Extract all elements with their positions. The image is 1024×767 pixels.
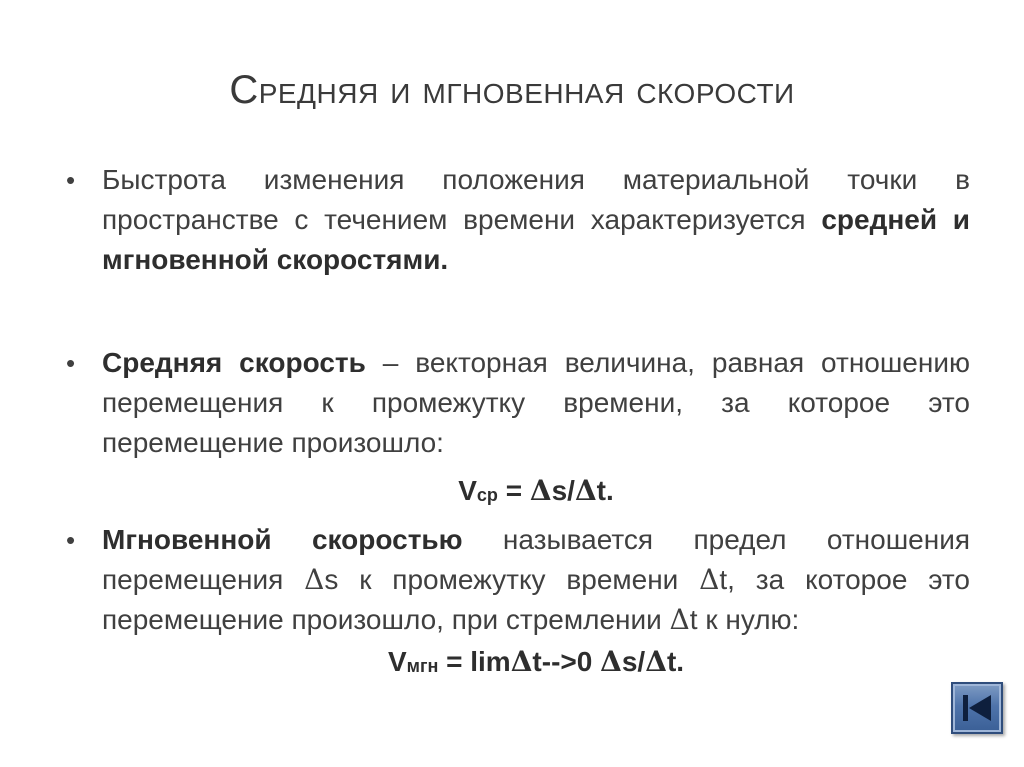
formula-inst-eq: = lim: [438, 646, 511, 677]
formula-average-speed: [60, 471, 970, 514]
formula-avg-rest-a: s/: [551, 475, 575, 506]
delta-symbol: Δ: [529, 474, 552, 507]
delta-symbol: Δ: [669, 603, 690, 636]
formula-inst-v: V: [387, 646, 407, 677]
formula-avg-sub: ср: [476, 485, 498, 505]
bullet-instant-speed: [60, 520, 970, 640]
slide-title: Средняя и мгновенная скорости: [229, 68, 795, 112]
delta-symbol: Δ: [645, 645, 667, 678]
skip-to-start-icon: [961, 693, 993, 723]
bullet-average-speed: [60, 343, 970, 463]
bullet-1-text: Быстрота изменения положения материальной точки в пространстве с течением времени характеризуется: [102, 164, 970, 235]
formula-instant-speed: [60, 642, 970, 685]
bullet-3-text-a: называется предел отношения перемещения: [102, 524, 970, 595]
formula-inst-rest-c: t.: [666, 646, 685, 677]
delta-symbol: Δ: [574, 474, 597, 507]
formula-avg-eq: =: [497, 475, 530, 506]
bullet-2-text: – векторная величина, равная отношению перемещения к промежутку времени, за которое это перемещение произошло:: [102, 347, 970, 458]
delta-symbol: Δ: [510, 645, 533, 678]
bullet-3-text-d: t к нулю:: [689, 604, 800, 635]
delta-symbol: Δ: [600, 645, 622, 678]
formula-avg-rest-b: t.: [596, 475, 614, 506]
bullet-2-bold: Средняя скорость: [102, 347, 366, 378]
delta-symbol: Δ: [304, 563, 325, 596]
first-slide-button[interactable]: [951, 682, 1003, 734]
formula-avg-v: V: [458, 475, 477, 506]
slide-content: [60, 160, 970, 685]
formula-inst-rest-b: s/: [621, 646, 646, 677]
bullet-3-text-b: s к промежутку времени: [324, 564, 700, 595]
formula-inst-rest-a: t-->0: [532, 646, 601, 677]
bullet-3-bold: Мгновенной скоростью: [102, 524, 463, 555]
bullet-1-bold: средней и мгновенной скоростями.: [102, 204, 970, 275]
bullet-3-text-c: t, за которое это перемещение произошло, при стремлении: [102, 564, 970, 635]
bullet-speed-definition: [60, 160, 970, 280]
formula-inst-sub: мгн: [406, 656, 439, 676]
delta-symbol: Δ: [699, 563, 720, 596]
